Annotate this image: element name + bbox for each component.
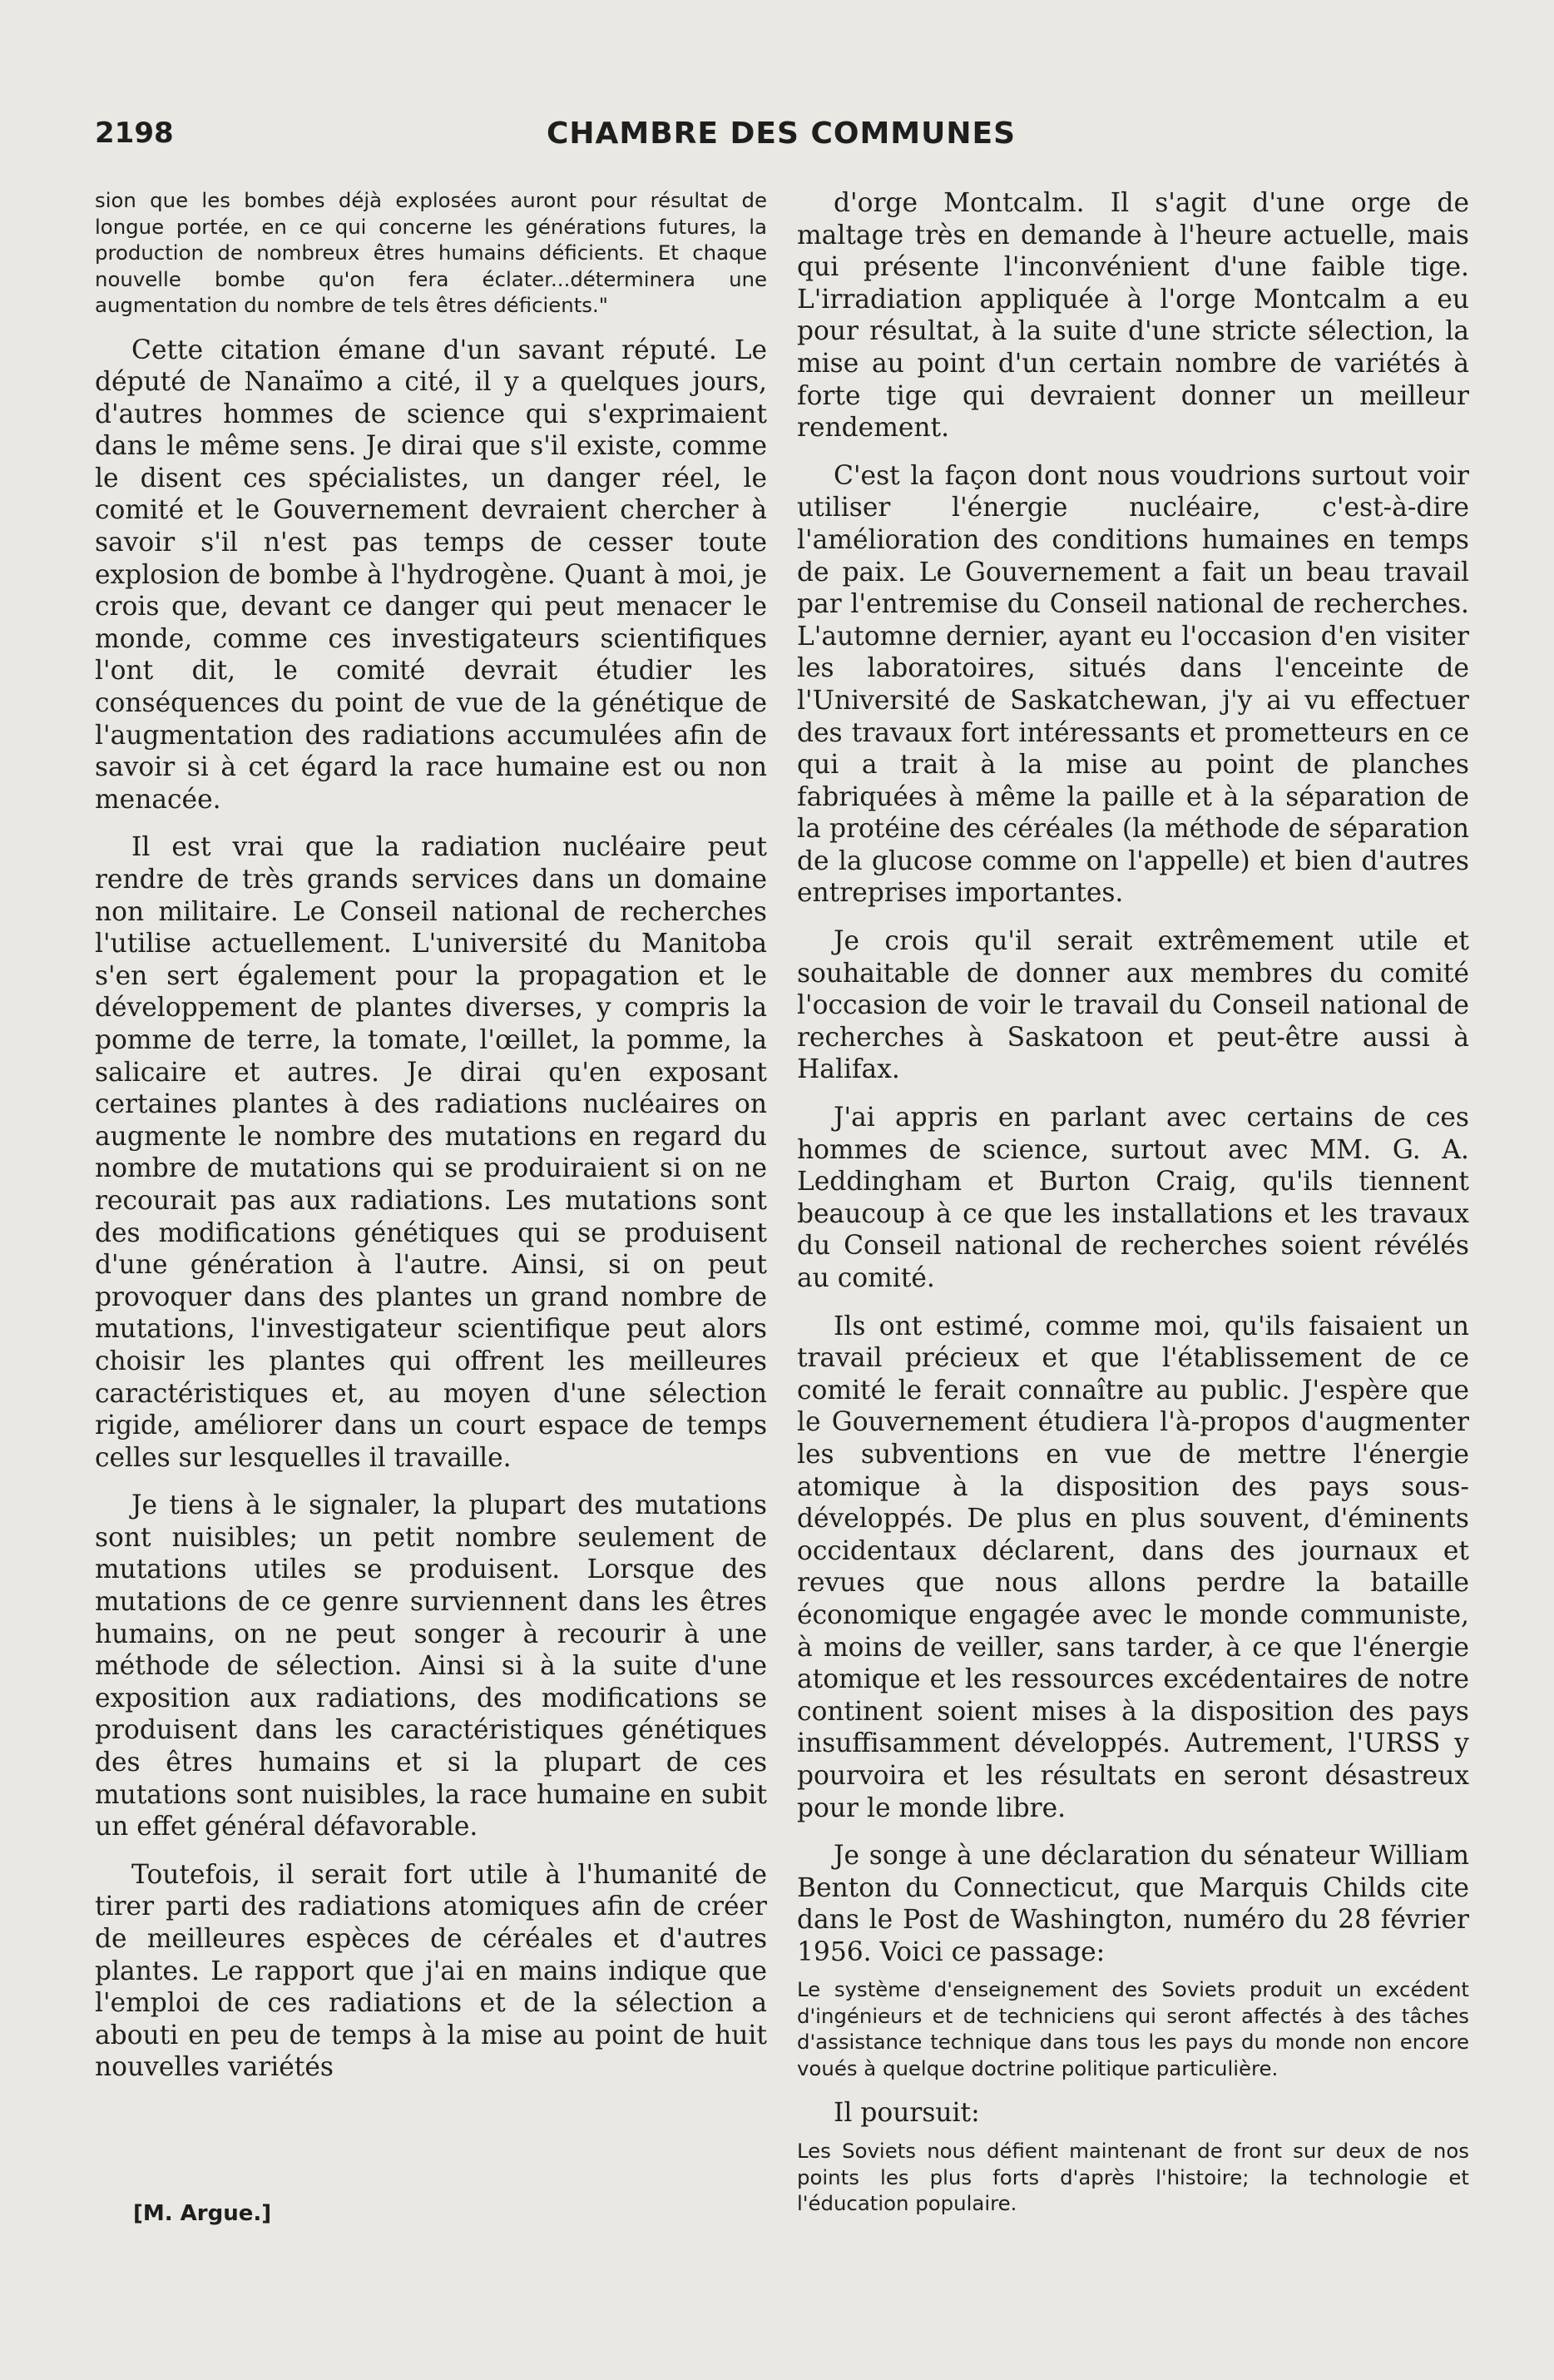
body-paragraph: d'orge Montcalm. Il s'agit d'une orge de maltage très en demande à l'heure actuelle, mais qui présente l'inconvénient d'une faible tige. L'irradiation appliquée à l'orge Montcalm a eu pour résultat, à la suite d'une stricte sélection, la mise au point d'un certain nombre de variétés à forte tige qui devraient donner un meilleur rendement.: [797, 188, 1469, 444]
speaker-note: [M. Argue.]: [133, 2201, 272, 2226]
page-header: [95, 117, 1467, 166]
body-paragraph: Je tiens à le signaler, la plupart des mutations sont nuisibles; un petit nombre seulement de mutations utiles se produisent. Lorsque des mutations de ce genre surviennent dans les êtres humains, on ne peut songer à recourir à une méthode de sélection. Ainsi si à la suite d'une exposition aux radiations, des modifications se produisent dans les caractéristiques génétiques des êtres humains et si la plupart de ces mutations sont nuisibles, la race humaine en subit un effet général défavorable.: [95, 1490, 767, 1842]
right-column: [797, 187, 1469, 2227]
quote-paragraph: sion que les bombes déjà explosées auront pour résultat de longue portée, en ce qui concerne les générations futures, la production de nombreux êtres humains déficients. Et chaque nouvelle bombe qu'on fera éclater...déterminera une augmentation du nombre de tels êtres déficients.": [95, 188, 767, 317]
quote-paragraph: Les Soviets nous défient maintenant de front sur deux de nos points les plus forts d'après l'histoire; la technologie et l'éducation populaire.: [797, 2139, 1469, 2216]
body-paragraph: Je crois qu'il serait extrêmement utile et souhaitable de donner aux membres du comité l'occasion de voir le travail du Conseil national de recherches à Saskatoon et peut-être aussi à Halifax.: [797, 926, 1469, 1085]
body-paragraph: Cette citation émane d'un savant réputé. Le député de Nanaïmo a cité, il y a quelques jours, d'autres hommes de science qui s'exprimaient dans le même sens. Je dirai que s'il existe, comme le disent ces spécialistes, un danger réel, le comité et le Gouvernement devraient chercher à savoir s'il n'est pas temps de cesser toute explosion de bombe à l'hydrogène. Quant à moi, je crois que, devant ce danger qui peut menacer le monde, comme ces investigateurs scientifiques l'ont dit, le comité devrait étudier les conséquences du point de vue de la génétique de l'augmentation des radiations accumulées afin de savoir si à cet égard la race humaine est ou non menacée.: [95, 335, 767, 815]
body-paragraph: Ils ont estimé, comme moi, qu'ils faisaient un travail précieux et que l'établissement de ce comité le ferait connaître au public. J'espère que le Gouvernement étudiera l'à-propos d'augmenter les subventions en vue de mettre l'énergie atomique à la disposition des pays sous-développés. De plus en plus souvent, d'éminents occidentaux déclarent, dans des journaux et revues que nous allons perdre la bataille économique engagée avec le monde communiste, à moins de veiller, sans tarder, à ce que l'énergie atomique et les ressources excédentaires de notre continent soient mises à la disposition des pays insuffisamment développés. Autrement, l'URSS y pourvoira et les résultats en seront désastreux pour le monde libre.: [797, 1311, 1469, 1823]
body-paragraph: Toutefois, il serait fort utile à l'humanité de tirer parti des radiations atomiques afin de créer de meilleures espèces de céréales et d'autres plantes. Le rapport que j'ai en mains indique que l'emploi de ces radiations et de la sélection a abouti en peu de temps à la mise au point de huit nouvelles variétés: [95, 1859, 767, 2083]
body-paragraph: Je songe à une déclaration du sénateur William Benton du Connecticut, que Marquis Childs cite dans le Post de Washington, numéro du 28 février 1956. Voici ce passage:: [797, 1841, 1469, 1967]
left-column: [95, 187, 767, 2084]
body-paragraph: J'ai appris en parlant avec certains de ces hommes de science, surtout avec MM. G. A. Leddingham et Burton Craig, qu'ils tiennent beaucoup à ce que les installations et les travaux du Conseil national de recherches soient révélés au comité.: [797, 1103, 1469, 1293]
body-paragraph: C'est la façon dont nous voudrions surtout voir utiliser l'énergie nucléaire, c'est-à-dire l'amélioration des conditions humaines en temps de paix. Le Gouvernement a fait un beau travail par l'entremise du Conseil national de recherches. L'automne dernier, ayant eu l'occasion d'en visiter les laboratoires, situés dans l'enceinte de l'Université de Saskatchewan, j'y ai vu effectuer des travaux fort intéressants et prometteurs en ce qui a trait à la mise au point de planches fabriquées à même la paille et à la séparation de la protéine des céréales (la méthode de séparation de la glucose comme on l'appelle) et bien d'autres entreprises importantes.: [797, 460, 1469, 909]
running-title: CHAMBRE DES COMMUNES: [546, 117, 1016, 151]
page-number: 2198: [95, 117, 174, 150]
quote-paragraph: Le système d'enseignement des Soviets produit un excédent d'ingénieurs et de techniciens qui seront affectés à des tâches d'assistance technique dans tous les pays du monde non encore voués à quelque doctrine politique particulière.: [797, 1977, 1469, 2080]
body-paragraph: Il poursuit:: [834, 2098, 980, 2129]
body-paragraph: Il est vrai que la radiation nucléaire peut rendre de très grands services dans un domaine non militaire. Le Conseil national de recherches l'utilise actuellement. L'université du Manitoba s'en sert également pour la propagation et le développement de plantes diverses, y compris la pomme de terre, la tomate, l'œillet, la pomme, la salicaire et autres. Je dirai qu'en exposant certaines plantes à des radiations nucléaires on augmente le nombre des mutations en regard du nombre de mutations qui se produiraient si on ne recourait pas aux radiations. Les mutations sont des modifications génétiques qui se produisent d'une génération à l'autre. Ainsi, si on peut provoquer dans des plantes un grand nombre de mutations, l'investigateur scientifique peut alors choisir les plantes qui offrent les meilleures caractéristiques et, au moyen d'une sélection rigide, améliorer dans un court espace de temps celles sur lesquelles il travaille.: [95, 832, 767, 1473]
